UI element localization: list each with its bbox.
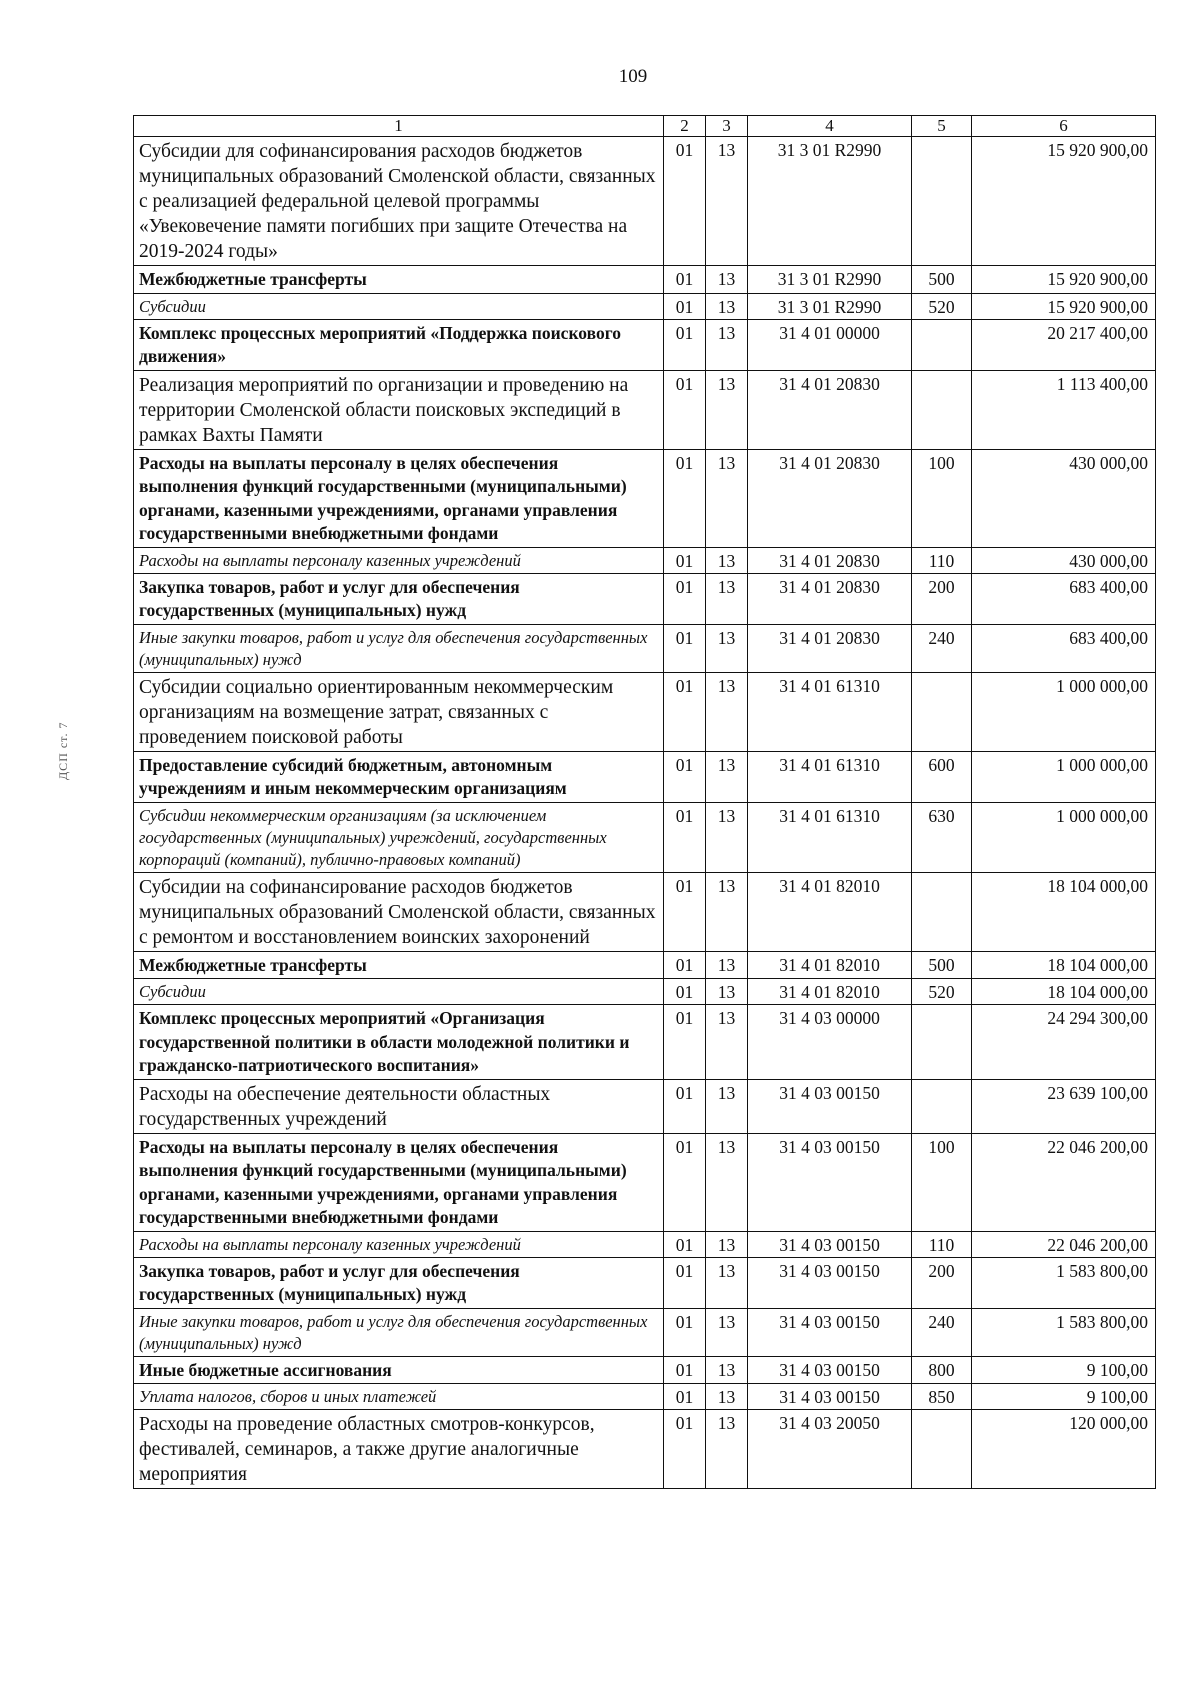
- cell-target-article-code: 31 4 01 20830: [748, 370, 912, 449]
- cell-expense-type-code: 630: [912, 802, 972, 872]
- cell-item-name: Закупка товаров, работ и услуг для обеспечения государственных (муниципальных) нужд: [134, 573, 664, 624]
- cell-podrazdel-code: 13: [706, 1231, 748, 1257]
- cell-expense-type-code: 520: [912, 979, 972, 1005]
- cell-amount: 430 000,00: [972, 547, 1156, 573]
- cell-item-name: Расходы на выплаты персоналу казенных учреждений: [134, 547, 664, 573]
- cell-razdel-code: 01: [664, 1231, 706, 1257]
- table-row: [134, 1005, 1156, 1080]
- cell-item-name: Иные закупки товаров, работ и услуг для обеспечения государственных (муниципальных) нужд: [134, 1308, 664, 1356]
- cell-expense-type-code: 240: [912, 1308, 972, 1356]
- table-row: [134, 319, 1156, 370]
- cell-amount: 1 583 800,00: [972, 1257, 1156, 1308]
- cell-razdel-code: 01: [664, 872, 706, 951]
- header-col-1: 1: [134, 116, 664, 137]
- cell-podrazdel-code: 13: [706, 293, 748, 319]
- header-col-3: 3: [706, 116, 748, 137]
- cell-razdel-code: 01: [664, 137, 706, 266]
- table-row: [134, 1384, 1156, 1410]
- cell-razdel-code: 01: [664, 624, 706, 672]
- cell-expense-type-code: [912, 370, 972, 449]
- cell-expense-type-code: 110: [912, 1231, 972, 1257]
- cell-target-article-code: 31 4 01 20830: [748, 624, 912, 672]
- cell-podrazdel-code: 13: [706, 1308, 748, 1356]
- cell-expense-type-code: 100: [912, 449, 972, 547]
- cell-podrazdel-code: 13: [706, 1356, 748, 1384]
- cell-amount: 15 920 900,00: [972, 137, 1156, 266]
- cell-amount: 18 104 000,00: [972, 979, 1156, 1005]
- cell-item-name: Комплекс процессных мероприятий «Организация государственной политики в области молодежной политики и гражданско-патриотического воспитания»: [134, 1005, 664, 1080]
- cell-expense-type-code: [912, 137, 972, 266]
- header-col-4: 4: [748, 116, 912, 137]
- cell-razdel-code: 01: [664, 293, 706, 319]
- table-row: [134, 370, 1156, 449]
- table-row: [134, 872, 1156, 951]
- table-row: [134, 1308, 1156, 1356]
- cell-item-name: Иные бюджетные ассигнования: [134, 1356, 664, 1384]
- cell-target-article-code: 31 4 01 61310: [748, 751, 912, 802]
- cell-expense-type-code: 600: [912, 751, 972, 802]
- cell-item-name: Субсидии социально ориентированным некоммерческим организациям на возмещение затрат, связанных с проведением поисковой работы: [134, 672, 664, 751]
- cell-item-name: Комплекс процессных мероприятий «Поддержка поискового движения»: [134, 319, 664, 370]
- cell-target-article-code: 31 4 03 00150: [748, 1231, 912, 1257]
- cell-target-article-code: 31 4 01 82010: [748, 951, 912, 979]
- cell-razdel-code: 01: [664, 1079, 706, 1133]
- cell-razdel-code: 01: [664, 1005, 706, 1080]
- cell-amount: 18 104 000,00: [972, 951, 1156, 979]
- cell-item-name: Межбюджетные трансферты: [134, 266, 664, 294]
- cell-podrazdel-code: 13: [706, 979, 748, 1005]
- cell-expense-type-code: [912, 672, 972, 751]
- table-row: [134, 1257, 1156, 1308]
- cell-target-article-code: 31 3 01 R2990: [748, 137, 912, 266]
- cell-podrazdel-code: 13: [706, 319, 748, 370]
- cell-podrazdel-code: 13: [706, 449, 748, 547]
- cell-amount: 1 000 000,00: [972, 751, 1156, 802]
- cell-target-article-code: 31 4 01 61310: [748, 672, 912, 751]
- cell-target-article-code: 31 3 01 R2990: [748, 293, 912, 319]
- cell-razdel-code: 01: [664, 751, 706, 802]
- cell-target-article-code: 31 4 03 00150: [748, 1133, 912, 1231]
- cell-item-name: Субсидии некоммерческим организациям (за исключением государственных (муниципальных) учреждений, государственных корпораций (компаний), публично-правовых компаний): [134, 802, 664, 872]
- cell-target-article-code: 31 4 01 20830: [748, 449, 912, 547]
- cell-target-article-code: 31 4 03 00150: [748, 1308, 912, 1356]
- cell-podrazdel-code: 13: [706, 370, 748, 449]
- table-row: [134, 951, 1156, 979]
- cell-amount: 1 000 000,00: [972, 672, 1156, 751]
- cell-amount: 1 113 400,00: [972, 370, 1156, 449]
- table-row: [134, 1133, 1156, 1231]
- side-stamp: ДСП ст. 7: [56, 721, 70, 780]
- cell-expense-type-code: 500: [912, 266, 972, 294]
- cell-podrazdel-code: 13: [706, 751, 748, 802]
- cell-amount: 9 100,00: [972, 1356, 1156, 1384]
- table-row: [134, 293, 1156, 319]
- cell-target-article-code: 31 4 03 00000: [748, 1005, 912, 1080]
- cell-podrazdel-code: 13: [706, 547, 748, 573]
- cell-podrazdel-code: 13: [706, 573, 748, 624]
- budget-table: [133, 115, 1156, 1489]
- table-row: [134, 1410, 1156, 1489]
- cell-item-name: Реализация мероприятий по организации и проведению на территории Смоленской области поисковых экспедиций в рамках Вахты Памяти: [134, 370, 664, 449]
- cell-amount: 24 294 300,00: [972, 1005, 1156, 1080]
- cell-podrazdel-code: 13: [706, 266, 748, 294]
- cell-item-name: Закупка товаров, работ и услуг для обеспечения государственных (муниципальных) нужд: [134, 1257, 664, 1308]
- cell-item-name: Расходы на выплаты персоналу в целях обеспечения выполнения функций государственными (муниципальными) органами, казенными учреждениями, органами управления государственными внебюджетными фондами: [134, 1133, 664, 1231]
- cell-razdel-code: 01: [664, 1384, 706, 1410]
- cell-item-name: Расходы на выплаты персоналу казенных учреждений: [134, 1231, 664, 1257]
- cell-expense-type-code: 200: [912, 573, 972, 624]
- cell-item-name: Субсидии на софинансирование расходов бюджетов муниципальных образований Смоленской области, связанных с ремонтом и восстановлением воинских захоронений: [134, 872, 664, 951]
- table-row: [134, 979, 1156, 1005]
- cell-amount: 15 920 900,00: [972, 266, 1156, 294]
- cell-target-article-code: 31 4 01 82010: [748, 872, 912, 951]
- table-row: [134, 672, 1156, 751]
- cell-podrazdel-code: 13: [706, 624, 748, 672]
- cell-amount: 430 000,00: [972, 449, 1156, 547]
- cell-expense-type-code: [912, 1005, 972, 1080]
- cell-podrazdel-code: 13: [706, 1079, 748, 1133]
- cell-podrazdel-code: 13: [706, 802, 748, 872]
- cell-amount: 15 920 900,00: [972, 293, 1156, 319]
- cell-razdel-code: 01: [664, 1308, 706, 1356]
- cell-razdel-code: 01: [664, 1257, 706, 1308]
- cell-item-name: Расходы на проведение областных смотров-конкурсов, фестивалей, семинаров, а также другие аналогичные мероприятия: [134, 1410, 664, 1489]
- cell-amount: 9 100,00: [972, 1384, 1156, 1410]
- cell-expense-type-code: 110: [912, 547, 972, 573]
- cell-expense-type-code: 800: [912, 1356, 972, 1384]
- cell-podrazdel-code: 13: [706, 1384, 748, 1410]
- cell-item-name: Расходы на обеспечение деятельности областных государственных учреждений: [134, 1079, 664, 1133]
- table-body: [134, 137, 1156, 1489]
- cell-target-article-code: 31 4 03 00150: [748, 1356, 912, 1384]
- table-row: [134, 624, 1156, 672]
- header-col-5: 5: [912, 116, 972, 137]
- table-row: [134, 751, 1156, 802]
- cell-amount: 22 046 200,00: [972, 1231, 1156, 1257]
- cell-target-article-code: 31 4 01 00000: [748, 319, 912, 370]
- cell-amount: 120 000,00: [972, 1410, 1156, 1489]
- table-row: [134, 802, 1156, 872]
- cell-amount: 683 400,00: [972, 624, 1156, 672]
- cell-expense-type-code: 520: [912, 293, 972, 319]
- cell-expense-type-code: [912, 319, 972, 370]
- cell-item-name: Расходы на выплаты персоналу в целях обеспечения выполнения функций государственными (муниципальными) органами, казенными учреждениями, органами управления государственными внебюджетными фондами: [134, 449, 664, 547]
- cell-target-article-code: 31 4 01 61310: [748, 802, 912, 872]
- cell-razdel-code: 01: [664, 802, 706, 872]
- page-number: 109: [618, 66, 648, 87]
- cell-amount: 20 217 400,00: [972, 319, 1156, 370]
- cell-razdel-code: 01: [664, 979, 706, 1005]
- cell-target-article-code: 31 4 03 20050: [748, 1410, 912, 1489]
- cell-razdel-code: 01: [664, 449, 706, 547]
- cell-amount: 23 639 100,00: [972, 1079, 1156, 1133]
- cell-target-article-code: 31 4 03 00150: [748, 1079, 912, 1133]
- cell-podrazdel-code: 13: [706, 672, 748, 751]
- cell-item-name: Субсидии: [134, 979, 664, 1005]
- cell-item-name: Субсидии для софинансирования расходов бюджетов муниципальных образований Смоленской области, связанных с реализацией федеральной целевой программы «Увековечение памяти погибших при защите Отечества на 2019-2024 годы»: [134, 137, 664, 266]
- cell-amount: 22 046 200,00: [972, 1133, 1156, 1231]
- cell-item-name: Иные закупки товаров, работ и услуг для обеспечения государственных (муниципальных) нужд: [134, 624, 664, 672]
- cell-expense-type-code: [912, 1079, 972, 1133]
- cell-razdel-code: 01: [664, 1410, 706, 1489]
- header-col-6: 6: [972, 116, 1156, 137]
- cell-item-name: Субсидии: [134, 293, 664, 319]
- cell-podrazdel-code: 13: [706, 137, 748, 266]
- cell-razdel-code: 01: [664, 547, 706, 573]
- cell-expense-type-code: 850: [912, 1384, 972, 1410]
- cell-expense-type-code: [912, 1410, 972, 1489]
- cell-razdel-code: 01: [664, 319, 706, 370]
- table-row: [134, 137, 1156, 266]
- cell-razdel-code: 01: [664, 672, 706, 751]
- cell-razdel-code: 01: [664, 1356, 706, 1384]
- table-header-row: [134, 116, 1156, 137]
- cell-podrazdel-code: 13: [706, 1005, 748, 1080]
- cell-target-article-code: 31 4 03 00150: [748, 1384, 912, 1410]
- cell-item-name: Межбюджетные трансферты: [134, 951, 664, 979]
- cell-razdel-code: 01: [664, 370, 706, 449]
- cell-target-article-code: 31 4 03 00150: [748, 1257, 912, 1308]
- cell-razdel-code: 01: [664, 266, 706, 294]
- cell-expense-type-code: 240: [912, 624, 972, 672]
- header-col-2: 2: [664, 116, 706, 137]
- cell-amount: 1 583 800,00: [972, 1308, 1156, 1356]
- cell-razdel-code: 01: [664, 951, 706, 979]
- cell-podrazdel-code: 13: [706, 1133, 748, 1231]
- table-row: [134, 573, 1156, 624]
- cell-expense-type-code: 200: [912, 1257, 972, 1308]
- cell-amount: 1 000 000,00: [972, 802, 1156, 872]
- cell-target-article-code: 31 4 01 20830: [748, 547, 912, 573]
- cell-razdel-code: 01: [664, 573, 706, 624]
- table-row: [134, 1356, 1156, 1384]
- table-row: [134, 266, 1156, 294]
- cell-item-name: Уплата налогов, сборов и иных платежей: [134, 1384, 664, 1410]
- cell-podrazdel-code: 13: [706, 1257, 748, 1308]
- cell-podrazdel-code: 13: [706, 872, 748, 951]
- cell-expense-type-code: 500: [912, 951, 972, 979]
- cell-item-name: Предоставление субсидий бюджетным, автономным учреждениям и иным некоммерческим организациям: [134, 751, 664, 802]
- table-row: [134, 1231, 1156, 1257]
- table-row: [134, 1079, 1156, 1133]
- table-row: [134, 547, 1156, 573]
- cell-amount: 683 400,00: [972, 573, 1156, 624]
- cell-razdel-code: 01: [664, 1133, 706, 1231]
- cell-amount: 18 104 000,00: [972, 872, 1156, 951]
- cell-expense-type-code: [912, 872, 972, 951]
- cell-target-article-code: 31 3 01 R2990: [748, 266, 912, 294]
- cell-podrazdel-code: 13: [706, 951, 748, 979]
- cell-target-article-code: 31 4 01 20830: [748, 573, 912, 624]
- cell-podrazdel-code: 13: [706, 1410, 748, 1489]
- cell-target-article-code: 31 4 01 82010: [748, 979, 912, 1005]
- table-row: [134, 449, 1156, 547]
- cell-expense-type-code: 100: [912, 1133, 972, 1231]
